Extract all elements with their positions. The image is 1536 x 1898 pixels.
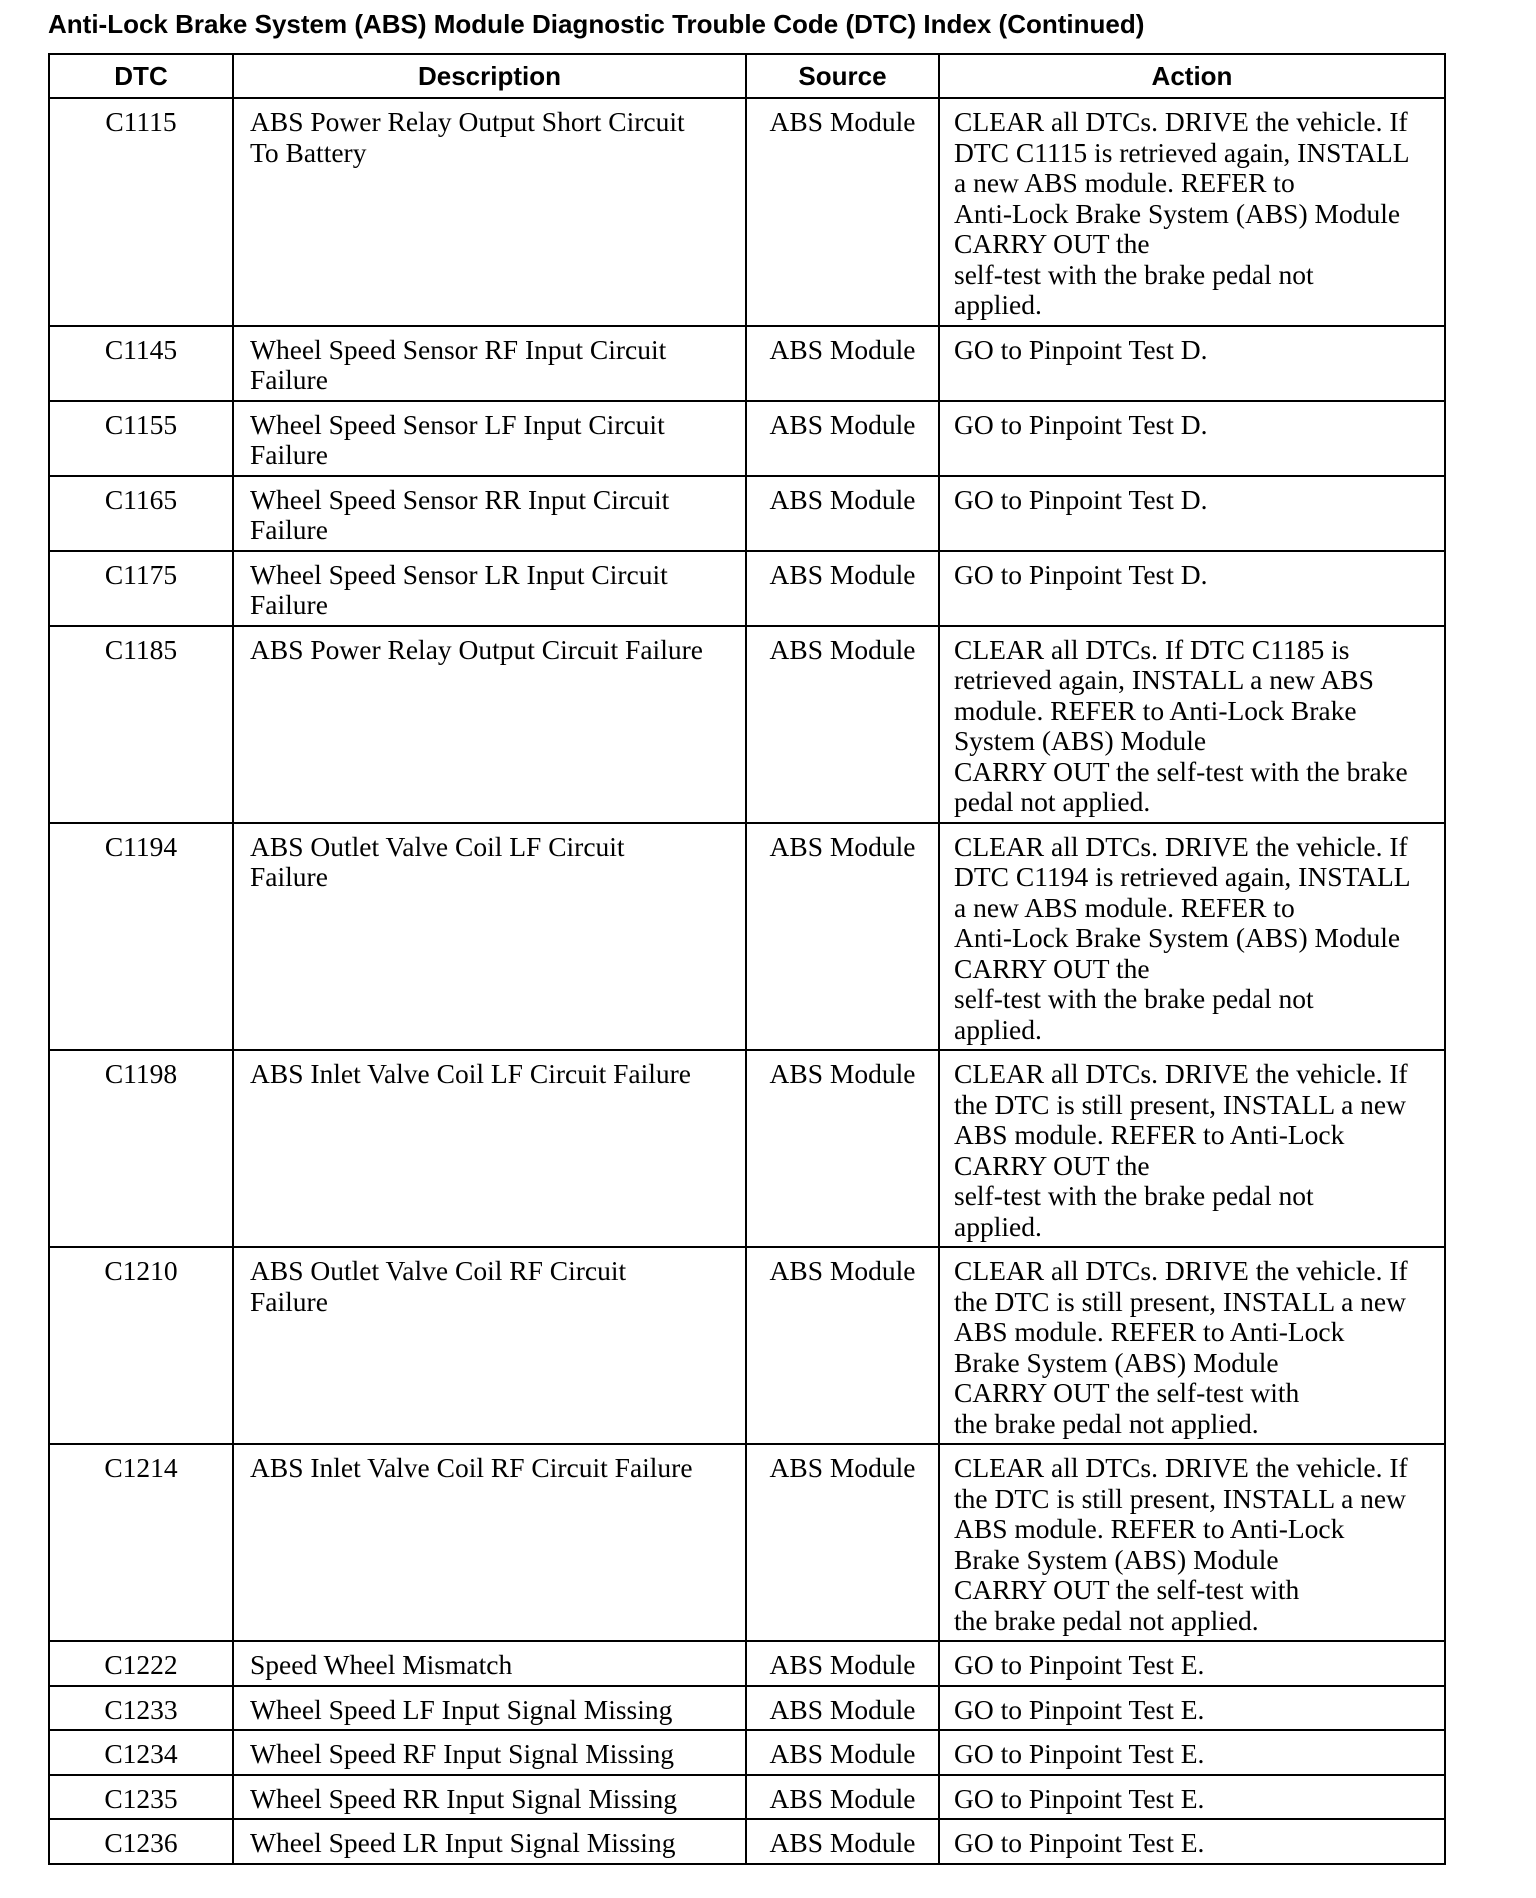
dtc-description: ABS Power Relay Output Circuit Failure <box>233 626 746 823</box>
dtc-action: GO to Pinpoint Test E. <box>939 1641 1445 1686</box>
dtc-code: C1210 <box>49 1247 233 1444</box>
dtc-description: Wheel Speed RR Input Signal Missing <box>233 1775 746 1820</box>
dtc-source: ABS Module <box>746 1819 939 1864</box>
table-header-row <box>49 54 1445 98</box>
dtc-code: C1235 <box>49 1775 233 1820</box>
dtc-action: GO to Pinpoint Test D. <box>939 326 1445 401</box>
dtc-description: Wheel Speed Sensor RR Input Circuit Failure <box>233 476 746 551</box>
dtc-code: C1194 <box>49 823 233 1051</box>
table-row <box>49 1247 1445 1444</box>
dtc-action: CLEAR all DTCs. DRIVE the vehicle. If DTC C1115 is retrieved again, INSTALL a new ABS module. REFER to Anti-Lock Brake System (ABS) Module CARRY OUT the self-test with the brake pedal not applied. <box>939 98 1445 326</box>
header-source: Source <box>746 54 939 98</box>
dtc-source: ABS Module <box>746 626 939 823</box>
dtc-description: Wheel Speed LR Input Signal Missing <box>233 1819 746 1864</box>
dtc-code: C1234 <box>49 1730 233 1775</box>
table-row <box>49 326 1445 401</box>
dtc-code: C1236 <box>49 1819 233 1864</box>
dtc-description: ABS Power Relay Output Short Circuit To Battery <box>233 98 746 326</box>
dtc-source: ABS Module <box>746 823 939 1051</box>
dtc-description: Wheel Speed Sensor LF Input Circuit Failure <box>233 401 746 476</box>
dtc-action: CLEAR all DTCs. DRIVE the vehicle. If the DTC is still present, INSTALL a new ABS module. REFER to Anti-Lock Brake System (ABS) Module CARRY OUT the self-test with the brake pedal not applied. <box>939 1247 1445 1444</box>
dtc-description: Wheel Speed Sensor RF Input Circuit Failure <box>233 326 746 401</box>
dtc-action: GO to Pinpoint Test D. <box>939 401 1445 476</box>
dtc-source: ABS Module <box>746 1775 939 1820</box>
table-row <box>49 401 1445 476</box>
dtc-code: C1165 <box>49 476 233 551</box>
dtc-source: ABS Module <box>746 1444 939 1641</box>
table-row <box>49 476 1445 551</box>
dtc-index-table <box>48 53 1446 1865</box>
table-row <box>49 1641 1445 1686</box>
dtc-action: GO to Pinpoint Test D. <box>939 476 1445 551</box>
dtc-description: ABS Inlet Valve Coil LF Circuit Failure <box>233 1050 746 1247</box>
dtc-action: GO to Pinpoint Test E. <box>939 1775 1445 1820</box>
dtc-code: C1175 <box>49 551 233 626</box>
table-row <box>49 1730 1445 1775</box>
header-description: Description <box>233 54 746 98</box>
dtc-description: ABS Outlet Valve Coil RF Circuit Failure <box>233 1247 746 1444</box>
dtc-code: C1115 <box>49 98 233 326</box>
dtc-code: C1214 <box>49 1444 233 1641</box>
table-row <box>49 1686 1445 1731</box>
table-row <box>49 98 1445 326</box>
dtc-action: GO to Pinpoint Test D. <box>939 551 1445 626</box>
table-row <box>49 1819 1445 1864</box>
dtc-description: Wheel Speed LF Input Signal Missing <box>233 1686 746 1731</box>
dtc-code: C1198 <box>49 1050 233 1247</box>
dtc-action: GO to Pinpoint Test E. <box>939 1686 1445 1731</box>
header-dtc: DTC <box>49 54 233 98</box>
dtc-source: ABS Module <box>746 98 939 326</box>
table-row <box>49 1444 1445 1641</box>
table-row <box>49 1775 1445 1820</box>
table-row <box>49 551 1445 626</box>
dtc-code: C1222 <box>49 1641 233 1686</box>
dtc-description: Wheel Speed RF Input Signal Missing <box>233 1730 746 1775</box>
dtc-source: ABS Module <box>746 551 939 626</box>
dtc-description: ABS Inlet Valve Coil RF Circuit Failure <box>233 1444 746 1641</box>
dtc-description: ABS Outlet Valve Coil LF Circuit Failure <box>233 823 746 1051</box>
dtc-source: ABS Module <box>746 326 939 401</box>
header-action: Action <box>939 54 1445 98</box>
dtc-action: CLEAR all DTCs. DRIVE the vehicle. If DTC C1194 is retrieved again, INSTALL a new ABS module. REFER to Anti-Lock Brake System (ABS) Module CARRY OUT the self-test with the brake pedal not applied. <box>939 823 1445 1051</box>
dtc-description: Speed Wheel Mismatch <box>233 1641 746 1686</box>
dtc-action: GO to Pinpoint Test E. <box>939 1819 1445 1864</box>
table-row <box>49 823 1445 1051</box>
dtc-source: ABS Module <box>746 1247 939 1444</box>
dtc-source: ABS Module <box>746 1730 939 1775</box>
dtc-source: ABS Module <box>746 1050 939 1247</box>
dtc-description: Wheel Speed Sensor LR Input Circuit Failure <box>233 551 746 626</box>
dtc-source: ABS Module <box>746 401 939 476</box>
dtc-action: CLEAR all DTCs. If DTC C1185 is retrieved again, INSTALL a new ABS module. REFER to Anti-Lock Brake System (ABS) Module CARRY OUT the self-test with the brake pedal not applied. <box>939 626 1445 823</box>
dtc-action: CLEAR all DTCs. DRIVE the vehicle. If the DTC is still present, INSTALL a new ABS module. REFER to Anti-Lock CARRY OUT the self-test with the brake pedal not applied. <box>939 1050 1445 1247</box>
dtc-source: ABS Module <box>746 1686 939 1731</box>
page-title: Anti-Lock Brake System (ABS) Module Diagnostic Trouble Code (DTC) Index (Continued) <box>48 9 1145 39</box>
dtc-code: C1155 <box>49 401 233 476</box>
dtc-action: CLEAR all DTCs. DRIVE the vehicle. If the DTC is still present, INSTALL a new ABS module. REFER to Anti-Lock Brake System (ABS) Module CARRY OUT the self-test with the brake pedal not applied. <box>939 1444 1445 1641</box>
table-row <box>49 1050 1445 1247</box>
dtc-code: C1185 <box>49 626 233 823</box>
dtc-source: ABS Module <box>746 1641 939 1686</box>
table-row <box>49 626 1445 823</box>
dtc-action: GO to Pinpoint Test E. <box>939 1730 1445 1775</box>
dtc-source: ABS Module <box>746 476 939 551</box>
dtc-code: C1233 <box>49 1686 233 1731</box>
dtc-code: C1145 <box>49 326 233 401</box>
